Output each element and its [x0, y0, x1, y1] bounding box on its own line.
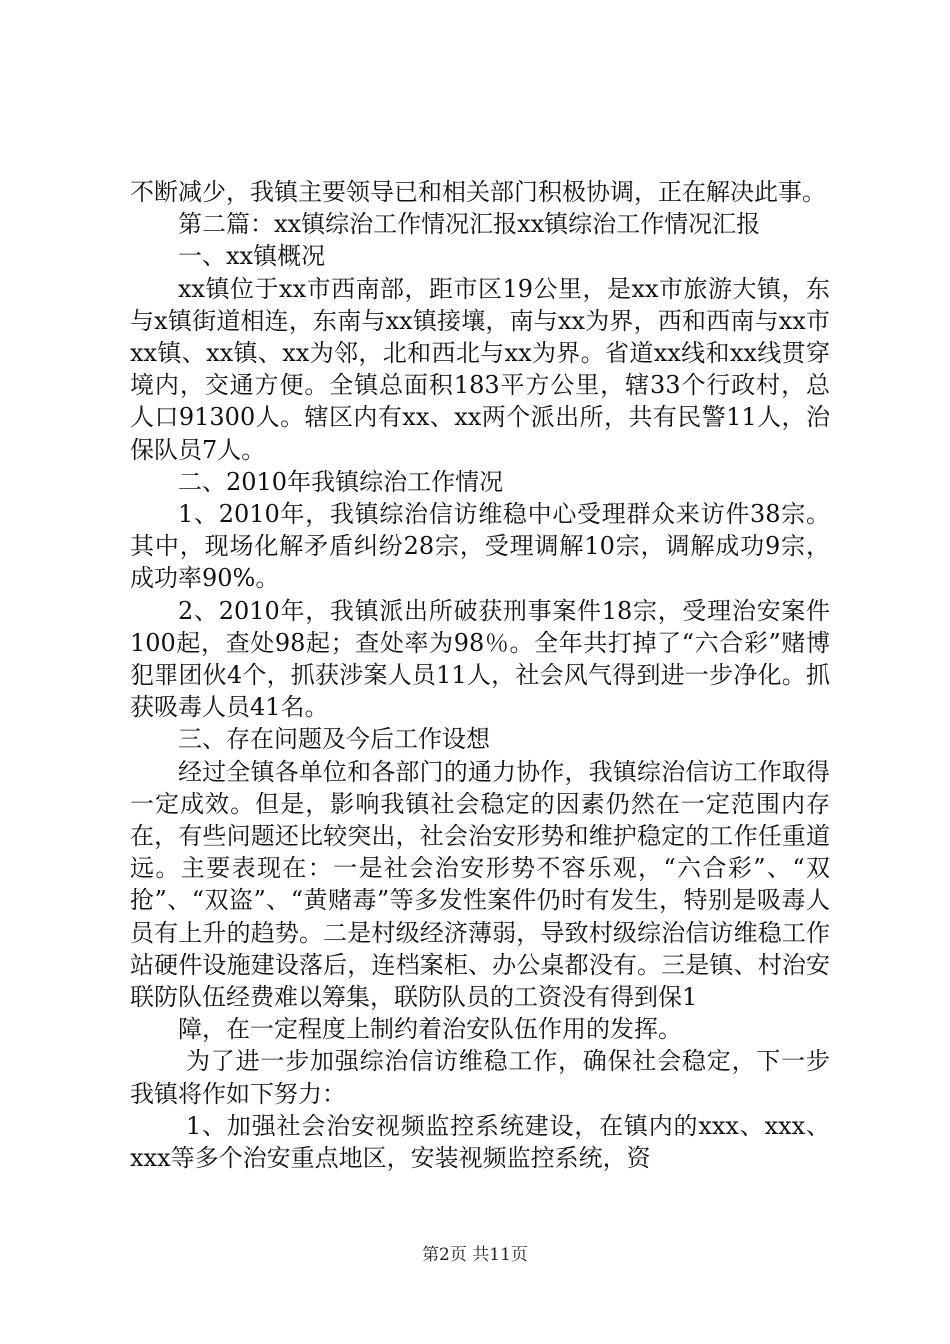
paragraph-next-steps: 为了进一步加强综治信访维稳工作，确保社会稳定，下一步我镇将作如下努力：	[130, 1047, 830, 1108]
paragraph-petitions: 1、2010年，我镇综治信访维稳中心受理群众来访件38宗。其中，现场化解矛盾纠纷28宗，受理调解10宗，调解成功9宗，成功率90%。	[130, 500, 830, 593]
paragraph-problems-continued: 障，在一定程度上制约着治安队伍作用的发挥。	[178, 1015, 682, 1044]
paragraph-problems: 经过全镇各单位和各部门的通力协作，我镇综治信访工作取得一定成效。但是，影响我镇社会稳定的因素仍然在一定范围内存在，有些问题还比较突出，社会治安形势和维护稳定的工作任重道远。主要表现在：一是社会治安形势不容乐观，“六合彩”、“双抢”、“双盗”、“黄赌毒”等多发性案件仍时有发生，特别是吸毒人员有上升的趋势。二是村级经济薄弱，导致村级综治信访维稳工作站硬件设施建设落后，连档案柜、办公桌都没有。三是镇、村治安联防队伍经费难以筹集，联防队员的工资没有得到保1	[130, 757, 830, 1012]
page-number-footer: 第2页 共11页	[422, 1245, 528, 1265]
paragraph-police-cases: 2、2010年，我镇派出所破获刑事案件18宗，受理治安案件100起，查处98起；查处率为98％。全年共打掉了“六合彩”赌博犯罪团伙4个，抓获涉案人员11人，社会风气得到进一步净化。抓获吸毒人员41名。	[130, 596, 830, 722]
heading-2010-work: 二、2010年我镇综治工作情况	[178, 467, 504, 496]
section-title: 第二篇：xx镇综治工作情况汇报xx镇综治工作情况汇报	[178, 210, 761, 239]
document-body	[130, 176, 830, 1174]
heading-problems: 三、存在问题及今后工作设想	[178, 725, 490, 754]
paragraph-surveillance: 1、加强社会治安视频监控系统建设，在镇内的xxx、xxx、xxx等多个治安重点地区，安装视频监控系统，资	[130, 1111, 830, 1173]
paragraph-continuation: 不断减少，我镇主要领导已和相关部门积极协调，正在解决此事。	[130, 178, 826, 206]
heading-overview: 一、xx镇概况	[178, 242, 326, 271]
paragraph-overview: xx镇位于xx市西南部，距市区19公里，是xx市旅游大镇，东与x镇街道相连，东南与xx镇接壤，南与xx为界，西和西南与xx市xx镇、xx镇、xx为邻，北和西北与xx为界。省道xx线和xx线贯穿境内，交通方便。全镇总面积183平方公里，辖33个行政村，总人口91300人。辖区内有xx、xx两个派出所，共有民警11人，治保队员7人。	[130, 274, 830, 464]
